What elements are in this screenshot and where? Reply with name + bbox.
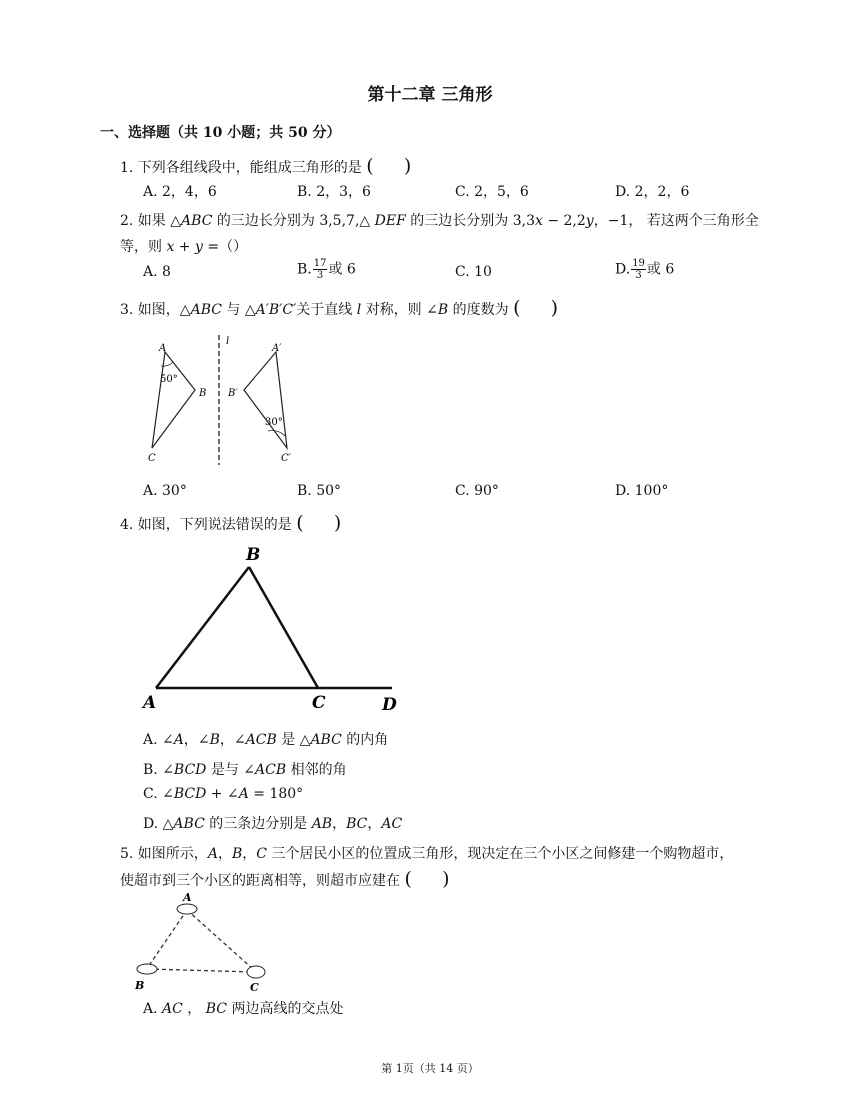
q4-figure bbox=[140, 540, 410, 720]
label-b-prime: B′ bbox=[228, 388, 238, 399]
math: C bbox=[256, 846, 267, 862]
page-title: 第十二章 三角形 bbox=[367, 85, 493, 105]
label-d: D bbox=[382, 695, 397, 715]
q2-text: 的三边长分别为 3,3 bbox=[410, 213, 535, 229]
math: ACB bbox=[245, 732, 277, 748]
math: BCD bbox=[173, 786, 207, 802]
angle-label-30: 30° bbox=[265, 417, 283, 428]
option-text: D. △ bbox=[143, 816, 174, 832]
segment-ab bbox=[156, 567, 249, 688]
q3-text: 对称，则 ∠ bbox=[365, 302, 438, 318]
math-x: x bbox=[534, 213, 543, 229]
math: ABC bbox=[173, 816, 205, 832]
option-text: ，∠ bbox=[183, 732, 210, 748]
q5-text: 三个居民小区的位置成三角形，现决定在三个小区之间修建一个购物超市， bbox=[271, 846, 734, 862]
option-text: C. ∠ bbox=[143, 786, 174, 802]
math-def: DEF bbox=[374, 213, 406, 229]
community-a bbox=[177, 904, 197, 914]
triangle-symbol: △ bbox=[170, 213, 182, 229]
q3-option-b[interactable]: B. 50° bbox=[297, 483, 342, 499]
math-y: y bbox=[585, 213, 594, 229]
math: AC bbox=[162, 1001, 183, 1017]
community-c bbox=[247, 966, 265, 978]
q2-option-d[interactable] bbox=[615, 258, 674, 281]
option-text: A. ∠ bbox=[143, 732, 174, 748]
q3-figure bbox=[140, 330, 310, 470]
question-1-stem bbox=[120, 155, 411, 177]
option-text: ， bbox=[332, 816, 347, 832]
question-4-stem bbox=[120, 512, 341, 534]
community-b bbox=[137, 964, 157, 974]
math-y: y bbox=[195, 239, 203, 255]
q3-text: 的度数为 bbox=[452, 302, 509, 318]
q4-option-a[interactable] bbox=[143, 729, 388, 749]
option-text: 或 6 bbox=[328, 261, 356, 278]
math-l: l bbox=[356, 302, 362, 318]
q5-figure bbox=[132, 890, 272, 995]
option-text: 的内角 bbox=[346, 732, 389, 748]
answer-paren: ( ) bbox=[296, 512, 342, 534]
option-text: 或 6 bbox=[646, 261, 675, 278]
option-text: A. bbox=[143, 1001, 163, 1017]
dashed-ac bbox=[187, 910, 254, 970]
q1-option-d[interactable]: D. 2，2，6 bbox=[615, 184, 690, 200]
fraction bbox=[313, 258, 328, 281]
math: AB bbox=[311, 816, 333, 832]
option-text: ， bbox=[182, 1001, 206, 1017]
segment-bc bbox=[249, 567, 318, 688]
question-2-stem-line2 bbox=[120, 236, 247, 256]
math: A bbox=[173, 732, 184, 748]
dashed-bc bbox=[148, 969, 254, 972]
triangle-symbol: △ bbox=[359, 213, 371, 229]
option-text: 是 △ bbox=[281, 732, 311, 748]
dashed-ab bbox=[148, 910, 187, 967]
q2-text: + bbox=[174, 239, 195, 255]
q2-text: 2. 如果 bbox=[120, 213, 166, 229]
q2-text: 的三边长分别为 3,5,7, bbox=[216, 213, 360, 229]
fraction-denominator: 3 bbox=[635, 270, 642, 281]
q5-text: 使超市到三个小区的距离相等，则超市应建在 bbox=[120, 873, 400, 889]
q1-option-a[interactable]: A. 2，4，6 bbox=[143, 184, 217, 200]
q2-option-a[interactable]: A. 8 bbox=[143, 264, 171, 280]
q2-option-c[interactable]: C. 10 bbox=[455, 264, 492, 280]
answer-paren: ( ) bbox=[404, 868, 450, 890]
answer-paren: ( ) bbox=[513, 297, 559, 319]
option-text: + ∠ bbox=[206, 786, 239, 802]
section-heading: 一、选择题（共 10 小题；共 50 分） bbox=[100, 125, 341, 141]
math: AC bbox=[381, 816, 403, 832]
option-text: 是与 ∠ bbox=[210, 762, 256, 778]
option-text: B. ∠ bbox=[143, 762, 174, 778]
label-c: C bbox=[312, 693, 326, 713]
label-a: A bbox=[143, 693, 157, 713]
q3-text: 关于直线 bbox=[296, 302, 353, 318]
label-a-prime: A′ bbox=[272, 343, 282, 354]
math: BCD bbox=[173, 762, 207, 778]
answer-paren: ( ) bbox=[366, 155, 412, 177]
option-text: 两边高线的交点处 bbox=[227, 1001, 344, 1017]
math: ABC bbox=[310, 732, 342, 748]
fraction-denominator: 3 bbox=[316, 270, 324, 281]
q5-text: ， bbox=[217, 846, 232, 862]
q4-option-b[interactable] bbox=[143, 759, 347, 779]
q2-text: − 2,2 bbox=[542, 213, 586, 229]
label-b: B bbox=[199, 388, 207, 399]
option-text: 相邻的角 bbox=[290, 762, 347, 778]
math: B bbox=[209, 732, 220, 748]
q4-option-c[interactable] bbox=[143, 786, 303, 802]
q2-text: ，−1， 若这两个三角形全 bbox=[593, 213, 759, 229]
angle-label-50: 50° bbox=[160, 374, 178, 385]
question-3-stem bbox=[120, 297, 558, 319]
option-text: 的三条边分别是 bbox=[209, 816, 308, 832]
q3-option-a[interactable]: A. 30° bbox=[143, 483, 187, 499]
math-x: x bbox=[166, 239, 175, 255]
q4-option-d[interactable] bbox=[143, 813, 402, 833]
q5-text: ， bbox=[242, 846, 257, 862]
option-text: ，∠ bbox=[219, 732, 246, 748]
q4-stem-text: 4. 如图，下列说法错误的是 bbox=[120, 517, 292, 533]
label-b: B bbox=[135, 979, 145, 992]
math: A bbox=[207, 846, 218, 862]
math: BC bbox=[346, 816, 368, 832]
label-l: l bbox=[226, 336, 230, 347]
q3-option-c[interactable]: C. 90° bbox=[455, 483, 499, 499]
question-5-stem-line1 bbox=[120, 843, 733, 863]
math: ACB bbox=[255, 762, 287, 778]
q1-option-b[interactable]: B. 2，3，6 bbox=[297, 184, 371, 200]
q2-text: =（） bbox=[202, 239, 248, 255]
q2-text: 等，则 bbox=[120, 239, 167, 255]
option-letter: D. bbox=[615, 261, 631, 278]
option-text: ， bbox=[367, 816, 382, 832]
q3-text: 与 △ bbox=[226, 302, 256, 318]
math: B bbox=[231, 846, 243, 862]
q1-stem-text: 1. 下列各组线段中，能组成三角形的是 bbox=[120, 160, 362, 176]
fraction bbox=[631, 258, 646, 281]
q5-option-a[interactable] bbox=[143, 998, 343, 1018]
math-abc-prime: A′B′C′ bbox=[255, 302, 297, 318]
q1-option-c[interactable]: C. 2，5，6 bbox=[455, 184, 529, 200]
fraction-numerator: 17 bbox=[313, 258, 327, 269]
option-text: = 180° bbox=[248, 786, 304, 802]
math-abc: ABC bbox=[181, 213, 213, 229]
triangle-abc bbox=[152, 352, 195, 448]
label-b: B bbox=[246, 545, 261, 565]
q5-text: 5. 如图所示， bbox=[120, 846, 208, 862]
question-5-stem-line2 bbox=[120, 868, 449, 890]
q3-text: 3. 如图，△ bbox=[120, 302, 191, 318]
triangle-abc-prime bbox=[244, 352, 287, 448]
fraction-numerator: 19 bbox=[632, 258, 645, 269]
label-c-prime: C′ bbox=[281, 453, 291, 464]
label-c: C bbox=[148, 453, 156, 464]
math-abc: ABC bbox=[190, 302, 222, 318]
math: BC bbox=[205, 1001, 228, 1017]
question-2-stem-line1 bbox=[120, 210, 759, 230]
math-b: B bbox=[437, 302, 449, 318]
label-a: A bbox=[183, 891, 192, 904]
page-footer: 第 1页（共 14 页） bbox=[381, 1062, 479, 1075]
label-c: C bbox=[250, 981, 259, 994]
q2-option-b[interactable] bbox=[297, 258, 356, 281]
label-a: A bbox=[159, 343, 167, 354]
option-letter: B. bbox=[297, 261, 312, 278]
q3-option-d[interactable]: D. 100° bbox=[615, 483, 669, 499]
math: A bbox=[238, 786, 249, 802]
